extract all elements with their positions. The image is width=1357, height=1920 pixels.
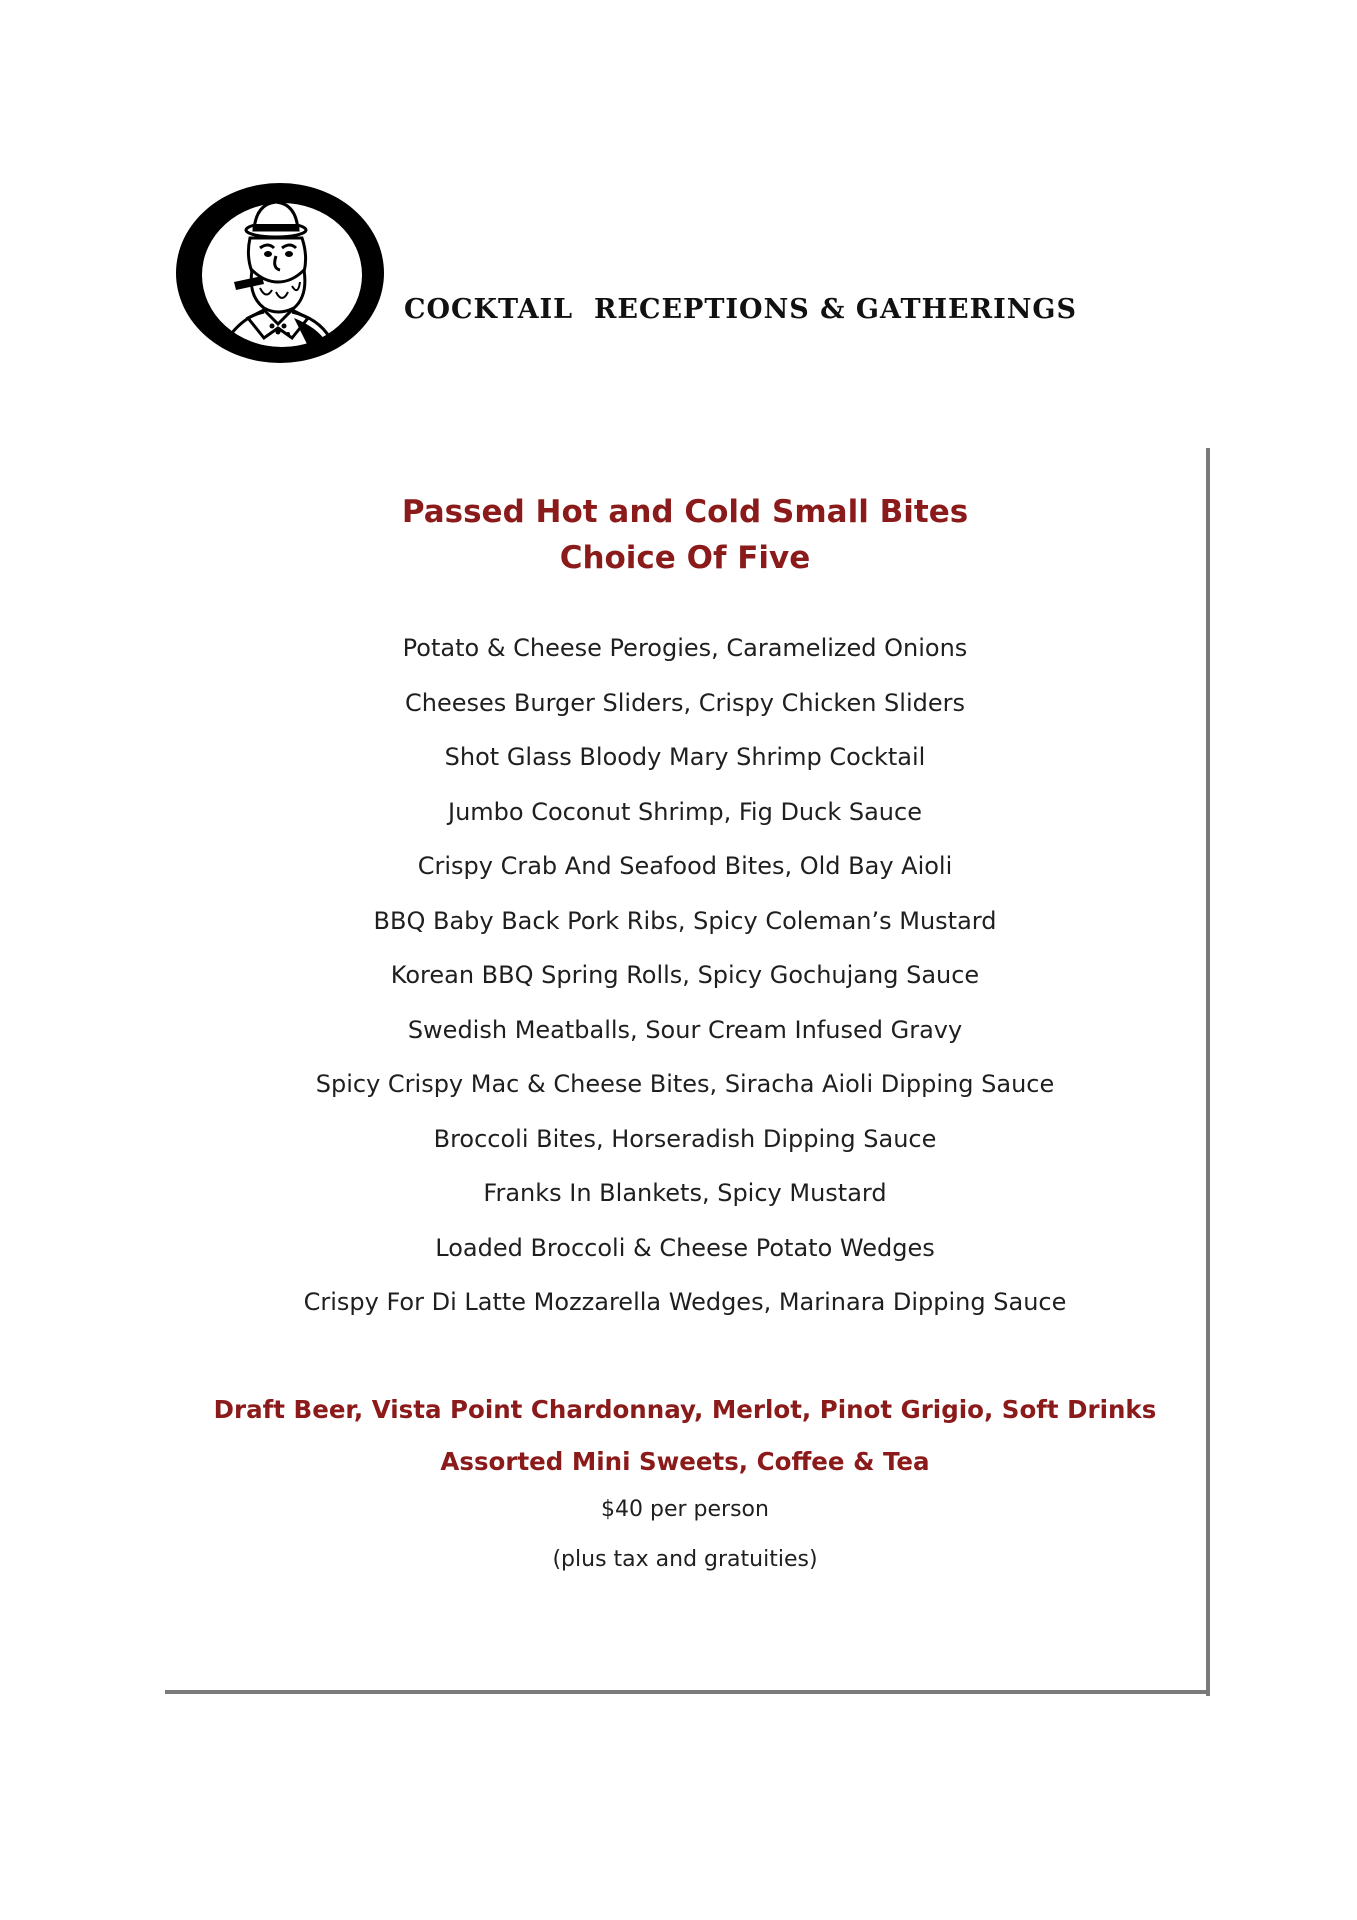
price-text: $40 per person bbox=[601, 1497, 769, 1522]
drinks-line: Draft Beer, Vista Point Chardonnay, Merlot, Pinot Grigio, Soft Drinks bbox=[213, 1395, 1157, 1424]
menu-list bbox=[165, 630, 1205, 1339]
menu-item: Jumbo Coconut Shrimp, Fig Duck Sauce bbox=[448, 797, 922, 826]
section-heading: Passed Hot and Cold Small Bites bbox=[401, 494, 969, 530]
menu-item: BBQ Baby Back Pork Ribs, Spicy Coleman’s Mustard bbox=[373, 906, 997, 935]
menu-item: Swedish Meatballs, Sour Cream Infused Gravy bbox=[407, 1015, 963, 1044]
menu-item: Shot Glass Bloody Mary Shrimp Cocktail bbox=[444, 743, 926, 771]
frame-border-bottom bbox=[165, 1690, 1210, 1694]
menu-item: Potato & Cheese Perogies, Caramelized Onions bbox=[402, 634, 968, 662]
menu-item: Korean BBQ Spring Rolls, Spicy Gochujang Sauce bbox=[390, 961, 980, 989]
frame-border-right bbox=[1206, 448, 1210, 1696]
menu-item: Cheeses Burger Sliders, Crispy Chicken Sliders bbox=[404, 688, 965, 717]
menu-item: Broccoli Bites, Horseradish Dipping Sauce bbox=[433, 1124, 937, 1153]
menu-item: Franks In Blankets, Spicy Mustard bbox=[483, 1179, 887, 1207]
menu-item: Crispy For Di Latte Mozzarella Wedges, Marinara Dipping Sauce bbox=[303, 1288, 1067, 1316]
menu-item: Crispy Crab And Seafood Bites, Old Bay Aioli bbox=[417, 852, 953, 880]
logo bbox=[168, 178, 398, 368]
character-in-letter-o-logo bbox=[168, 178, 398, 368]
page-title: COCKTAIL RECEPTIONS & GATHERINGS bbox=[404, 294, 1077, 325]
section-subheading: Choice Of Five bbox=[559, 540, 811, 576]
price-note: (plus tax and gratuities) bbox=[552, 1547, 818, 1572]
menu-item: Loaded Broccoli & Cheese Potato Wedges bbox=[435, 1233, 935, 1262]
menu-item: Spicy Crispy Mac & Cheese Bites, Siracha Aioli Dipping Sauce bbox=[315, 1070, 1055, 1098]
sweets-line: Assorted Mini Sweets, Coffee & Tea bbox=[440, 1447, 930, 1476]
